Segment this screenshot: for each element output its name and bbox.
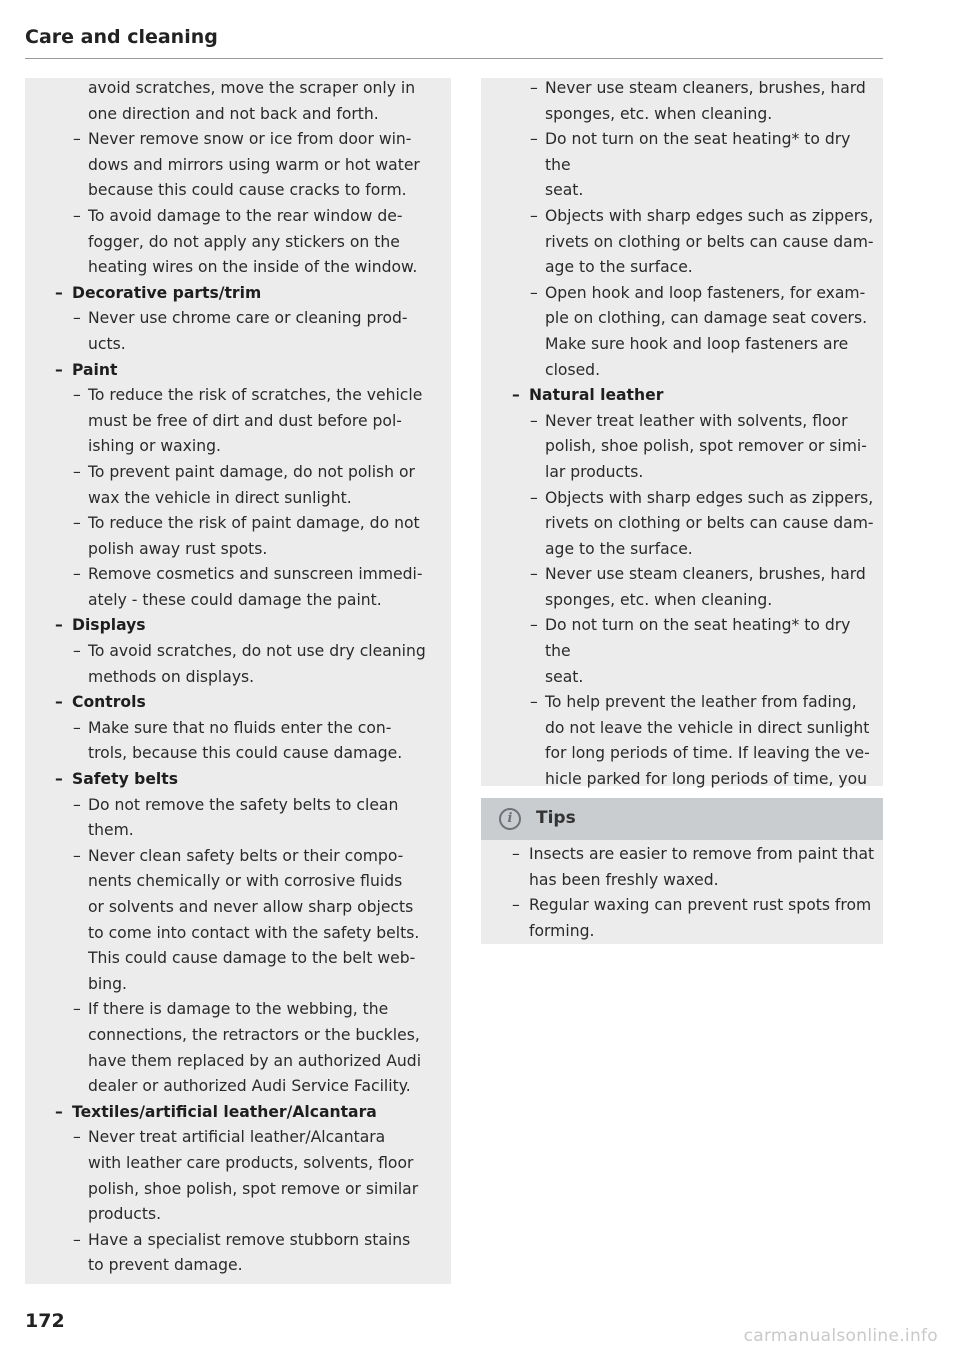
info-icon: i: [499, 808, 521, 830]
list-item: [72, 1125, 443, 1227]
list-item: [72, 716, 443, 767]
list-item-wrapper: [505, 562, 877, 613]
list-item-wrapper: [48, 127, 443, 204]
text-line: – Controls: [72, 693, 146, 712]
text-line: – Never treat artificial leather/Alcantara: [88, 1128, 386, 1147]
text-line: age to the surface.: [545, 258, 693, 277]
list-item: [529, 76, 877, 127]
text-line: – Make sure that no fluids enter the con-: [88, 718, 392, 737]
text-line: – Never treat leather with solvents, floor: [545, 411, 848, 430]
text-line: – Remove cosmetics and sunscreen immedi-: [88, 565, 423, 584]
section-heading: [505, 383, 877, 409]
text-line: – To avoid scratches, do not use dry cleaning: [88, 642, 426, 661]
text-line: them.: [88, 821, 134, 840]
text-line: age to the surface.: [545, 539, 693, 558]
text-line: products.: [88, 1205, 162, 1224]
text-line: – To help prevent the leather from fading,: [545, 693, 857, 712]
text-line: ishing or waxing.: [88, 437, 221, 456]
text-line: – To avoid damage to the rear window de-: [88, 206, 403, 225]
list-item-wrapper: [505, 204, 877, 281]
watermark: carmanualsonline.info: [743, 1326, 938, 1346]
text-line: hicle parked for long periods of time, you: [545, 770, 868, 789]
list-item-wrapper: [48, 204, 443, 281]
list-item: [529, 486, 877, 563]
list-item: [529, 127, 877, 204]
text-line: lar products.: [545, 462, 644, 481]
text-line: polish, shoe polish, spot remove or similar: [88, 1179, 419, 1198]
text-line: – Have a specialist remove stubborn stains: [88, 1230, 411, 1249]
list-item: [72, 997, 443, 1099]
text-line: polish away rust spots.: [88, 539, 268, 558]
text-line: ucts.: [88, 334, 126, 353]
list-item: [72, 639, 443, 690]
list-item-wrapper: [505, 613, 877, 690]
text-line: polish, shoe polish, spot remover or simi-: [545, 437, 867, 456]
page-number: 172: [25, 1310, 65, 1332]
text-line: – Safety belts: [72, 770, 178, 789]
left-column: [48, 76, 443, 1279]
text-line: fogger, do not apply any stickers on the: [88, 232, 400, 251]
list-item: [529, 613, 877, 690]
list-item-wrapper: [505, 76, 877, 127]
text-line: – Objects with sharp edges such as zippers,: [545, 488, 874, 507]
section-heading: [48, 767, 443, 793]
list-item-wrapper: [505, 486, 877, 563]
text-line: – Regular waxing can prevent rust spots from: [529, 896, 872, 915]
list-item-wrapper: [505, 127, 877, 204]
list-item-wrapper: [48, 460, 443, 511]
text-line: – Never remove snow or ice from door win-: [88, 130, 412, 149]
list-item-wrapper: [48, 511, 443, 562]
text-line: – Do not turn on the seat heating* to dry the: [545, 130, 851, 174]
list-item: [529, 409, 877, 486]
text-line: seat.: [545, 181, 584, 200]
list-item-continuation: [48, 76, 443, 127]
text-line: – If there is damage to the webbing, the: [88, 1000, 389, 1019]
list-item-wrapper: [48, 793, 443, 844]
text-line: trols, because this could cause damage.: [88, 744, 403, 763]
list-item: [529, 281, 877, 383]
right-column: [505, 76, 877, 844]
text-line: have them replaced by an authorized Audi: [88, 1051, 422, 1070]
list-item: [72, 383, 443, 460]
text-line: to prevent damage.: [88, 1256, 243, 1275]
list-item-wrapper: [505, 409, 877, 486]
list-item-wrapper: [48, 639, 443, 690]
list-item: [72, 511, 443, 562]
text-line: methods on displays.: [88, 667, 255, 686]
text-line: – To reduce the risk of paint damage, do not: [88, 514, 420, 533]
section-heading: [48, 613, 443, 639]
text-line: because this could cause cracks to form.: [88, 181, 407, 200]
text-line: – Do not remove the safety belts to clean: [88, 795, 399, 814]
text-line: connections, the retractors or the buckles,: [88, 1025, 420, 1044]
text-line: – Do not turn on the seat heating* to dry the: [545, 616, 851, 661]
list-item: [529, 562, 877, 613]
text-line: seat.: [545, 667, 584, 686]
text-line: – Insects are easier to remove from paint that: [529, 845, 875, 863]
text-line: This could cause damage to the belt web-: [88, 949, 416, 968]
list-item: [505, 893, 877, 944]
text-line: must be free of dirt and dust before pol-: [88, 411, 402, 430]
list-item-wrapper: [48, 997, 443, 1099]
section-heading: [48, 358, 443, 384]
list-item-wrapper: [48, 716, 443, 767]
list-item-wrapper: [48, 1228, 443, 1279]
list-item: [72, 460, 443, 511]
section-heading: [48, 690, 443, 716]
text-line: has been freshly waxed.: [529, 870, 719, 889]
text-line: rivets on clothing or belts can cause dam-: [545, 514, 874, 533]
text-line: sponges, etc. when cleaning.: [545, 104, 773, 123]
list-item-wrapper: [48, 562, 443, 613]
text-line: – Natural leather: [529, 386, 664, 405]
text-line: or solvents and never allow sharp objects: [88, 898, 414, 916]
text-line: with leather care products, solvents, floor: [88, 1153, 414, 1172]
list-item-wrapper: [48, 383, 443, 460]
text-line: – Never use steam cleaners, brushes, hard: [545, 565, 866, 584]
section-title: Care and cleaning: [25, 26, 218, 48]
text-line: – Never clean safety belts or their compo-: [88, 846, 404, 865]
list-item: [72, 844, 443, 998]
text-line: – Open hook and loop fasteners, for exam-: [545, 283, 866, 302]
text-line: one direction and not back and forth.: [88, 104, 379, 123]
text-line: – Decorative parts/trim: [72, 283, 262, 302]
text-line: – Never use chrome care or cleaning prod-: [88, 309, 408, 328]
text-line: closed.: [545, 360, 601, 379]
text-line: nents chemically or with corrosive fluids: [88, 872, 403, 891]
text-line: – Textiles/artificial leather/Alcantara: [72, 1102, 377, 1121]
text-line: dows and mirrors using warm or hot water: [88, 155, 420, 174]
text-line: – To reduce the risk of scratches, the vehicle: [88, 386, 423, 405]
text-line: – Never use steam cleaners, brushes, hard: [545, 79, 866, 97]
section-heading: [48, 281, 443, 307]
text-line: ately - these could damage the paint.: [88, 590, 382, 609]
tips-list: [505, 842, 877, 944]
text-line: bing.: [88, 974, 127, 993]
text-line: avoid scratches, move the scraper only in: [88, 79, 416, 97]
list-item: [529, 204, 877, 281]
text-line: – To prevent paint damage, do not polish or: [88, 462, 415, 481]
text-line: rivets on clothing or belts can cause dam-: [545, 232, 874, 251]
list-item: [72, 562, 443, 613]
text-line: ple on clothing, can damage seat covers.: [545, 309, 868, 328]
list-item: [505, 842, 877, 893]
list-item: [72, 793, 443, 844]
section-heading: [48, 1100, 443, 1126]
list-item-wrapper: [48, 844, 443, 998]
text-line: heating wires on the inside of the window.: [88, 258, 418, 277]
list-item: [72, 127, 443, 204]
text-line: wax the vehicle in direct sunlight.: [88, 488, 352, 507]
text-line: do not leave the vehicle in direct sunlight: [545, 718, 870, 737]
list-item-wrapper: [505, 281, 877, 383]
list-item-wrapper: [48, 1125, 443, 1227]
text-line: forming.: [529, 921, 595, 940]
page-header: [25, 26, 883, 59]
text-line: sponges, etc. when cleaning.: [545, 590, 773, 609]
list-item: [72, 1228, 443, 1279]
text-line: – Displays: [72, 616, 146, 635]
list-item: [72, 204, 443, 281]
text-line: – Objects with sharp edges such as zippers,: [545, 206, 874, 225]
tips-title: Tips: [536, 808, 576, 828]
list-item: [72, 306, 443, 357]
text-line: – Paint: [72, 360, 118, 379]
list-item-wrapper: [48, 306, 443, 357]
text-line: dealer or authorized Audi Service Facility.: [88, 1077, 411, 1096]
text-line: Make sure hook and loop fasteners are: [545, 334, 849, 353]
text-line: to come into contact with the safety belts.: [88, 923, 420, 942]
text-line: for long periods of time. If leaving the ve-: [545, 744, 870, 763]
